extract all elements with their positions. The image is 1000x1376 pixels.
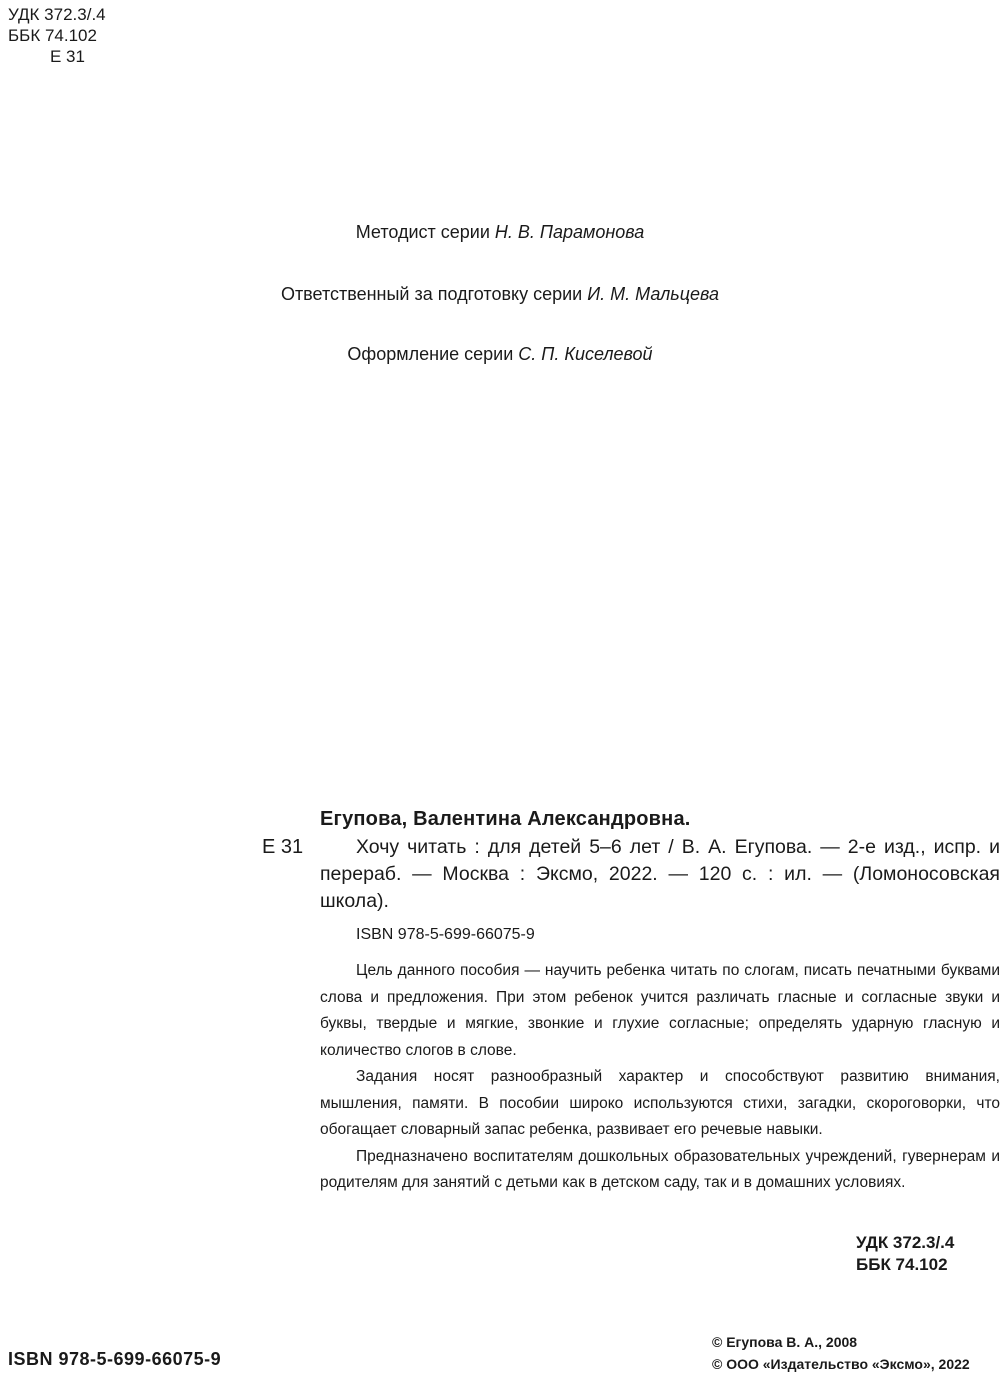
abstract-paragraph: Задания носят разнообразный характер и способствуют развитию внимания, мышления, памяти. В пособии широко используются стихи, загадки, скороговорки, что обогащает словарный запас ребенка, развивает его речевые навыки. [320, 1068, 1000, 1138]
credit-design [0, 344, 1000, 365]
udk-code: УДК 372.3/.4 [8, 5, 106, 24]
catalog-author: Егупова, Валентина Александровна. [320, 808, 691, 830]
catalog-isbn: ISBN 978-5-699-66075-9 [356, 926, 535, 943]
credit-design-label: Оформление серии [347, 344, 514, 364]
abstract-paragraph: Предназначено воспитателям дошкольных образовательных учреждений, гувернерам и родителям для занятий с детьми как в детском саду, так и в домашних условиях. [320, 1147, 1000, 1191]
credit-responsible-label: Ответственный за подготовку серии [280, 284, 583, 304]
author-mark: Е 31 [50, 47, 85, 66]
copyright-author: © Егупова В. А., 2008 [712, 1334, 858, 1350]
copyright-block [712, 1331, 970, 1375]
top-classification-codes [8, 4, 106, 67]
credit-methodist [0, 222, 1000, 243]
copyright-publisher: © ООО «Издательство «Эксмо», 2022 [712, 1356, 970, 1372]
credit-methodist-label: Методист серии [355, 222, 490, 242]
catalog-author-mark: Е 31 [262, 836, 304, 858]
bbk-code: ББК 74.102 [8, 26, 97, 45]
credit-methodist-name: Н. В. Парамонова [494, 222, 645, 242]
bbk-code: ББК 74.102 [856, 1255, 948, 1274]
abstract-paragraph: Цель данного пособия — научить ребенка читать по слогам, писать печатными буквами слова и предложения. При этом ребенок учится различать гласные и согласные звуки и буквы, твердые и мягкие, звонкие и глухие согласные; определять ударную гласную и количество слогов в слове. [320, 962, 1000, 1059]
udk-code: УДК 372.3/.4 [856, 1233, 955, 1252]
bottom-classification-codes [856, 1232, 954, 1276]
catalog-description: Хочу читать : для детей 5–6 лет / В. А. Егупова. — 2-е изд., испр. и перераб. — Москва : Эксмо, 2022. — 120 с. : ил. — (Ломоносовская школа). [320, 836, 1000, 912]
credit-design-name: С. П. Киселевой [518, 344, 653, 364]
credit-responsible [0, 284, 1000, 305]
credit-responsible-name: И. М. Мальцева [587, 284, 720, 304]
abstract [320, 958, 1000, 1197]
footer-isbn: ISBN 978-5-699-66075-9 [8, 1349, 222, 1369]
